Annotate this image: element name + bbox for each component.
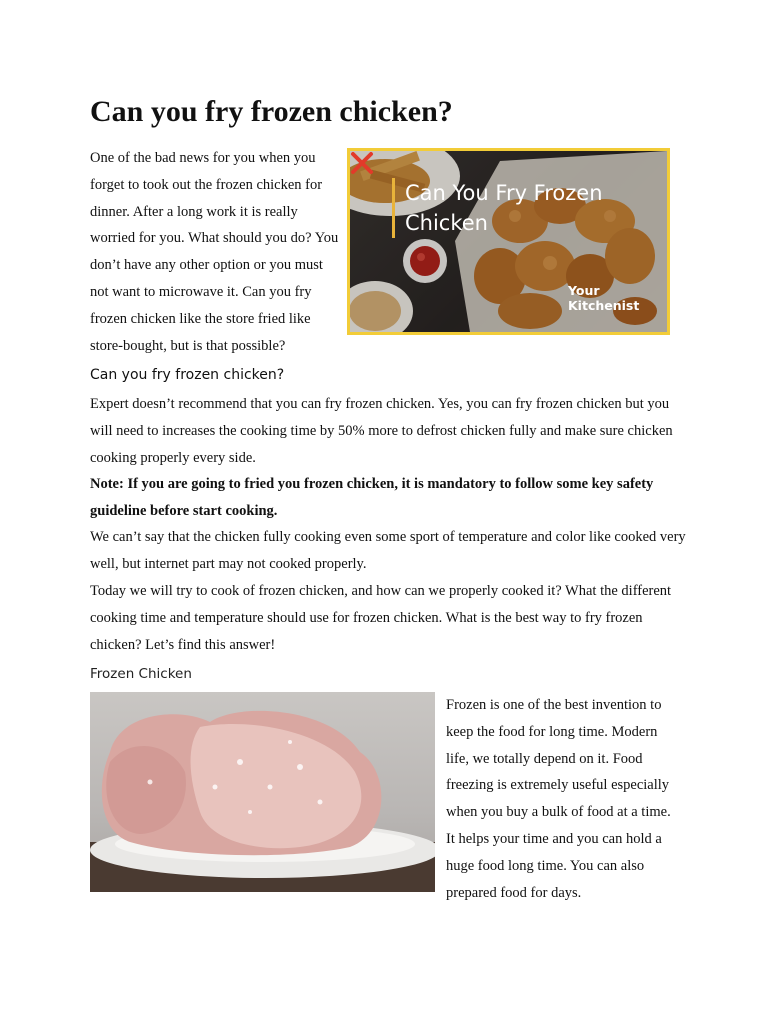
intro-paragraph: One of the bad news for you when you forget to took out the frozen chicken for dinner. After a long work it is really worried for you. What should you do? You don’t have any other option or you must not want to microwave it. Can you fry frozen chicken like the store fried like store-bought, but is that possible? — [90, 150, 339, 354]
section-heading: Can you fry frozen chicken? — [90, 367, 285, 383]
brand-line-2: Kitchenist — [568, 298, 640, 313]
section-paragraph: Expert doesn’t recommend that you can fry frozen chicken. Yes, you can fry frozen chicken but you will need to increases the cooking time by 50% more to defrost chicken fully and make sure chicken cooking properly every side. — [90, 396, 673, 466]
hero-overlay-title: Can You Fry Frozen Chicken — [392, 178, 635, 238]
section-paragraph-2: We can’t say that the chicken fully cooking even some sport of temperature and color like cooked very well, but internet part may not cooked properly. — [90, 529, 686, 572]
frozen-chicken-paragraph: Frozen is one of the best invention to keep the food for long time. Modern life, we totally depend on it. Food freezing is extremely useful especially when you buy a bulk of food at a time. It helps your time and you can hold a huge food long time. You can also prepared food for days. — [446, 697, 671, 901]
section-paragraph-3: Today we will try to cook of frozen chicken, and how can we properly cooked it? What the different cooking time and temperature should use for frozen chicken. What is the best way to fry frozen chicken? Let’s find this answer! — [90, 583, 672, 653]
frozen-chicken-image — [90, 692, 435, 892]
fried-chicken-image — [347, 148, 670, 335]
frozen-chicken-illustration — [90, 692, 435, 892]
frozen-chicken-heading: Frozen Chicken — [90, 666, 192, 682]
brand-line-1: Your — [568, 283, 600, 298]
crossed-utensils-icon — [350, 151, 374, 175]
safety-note: Note: If you are going to fried you frozen chicken, it is mandatory to follow some key safety guideline before start cooking. — [90, 476, 654, 519]
brand-logo — [568, 283, 639, 313]
page-title: Can you fry frozen chicken? — [90, 95, 453, 128]
